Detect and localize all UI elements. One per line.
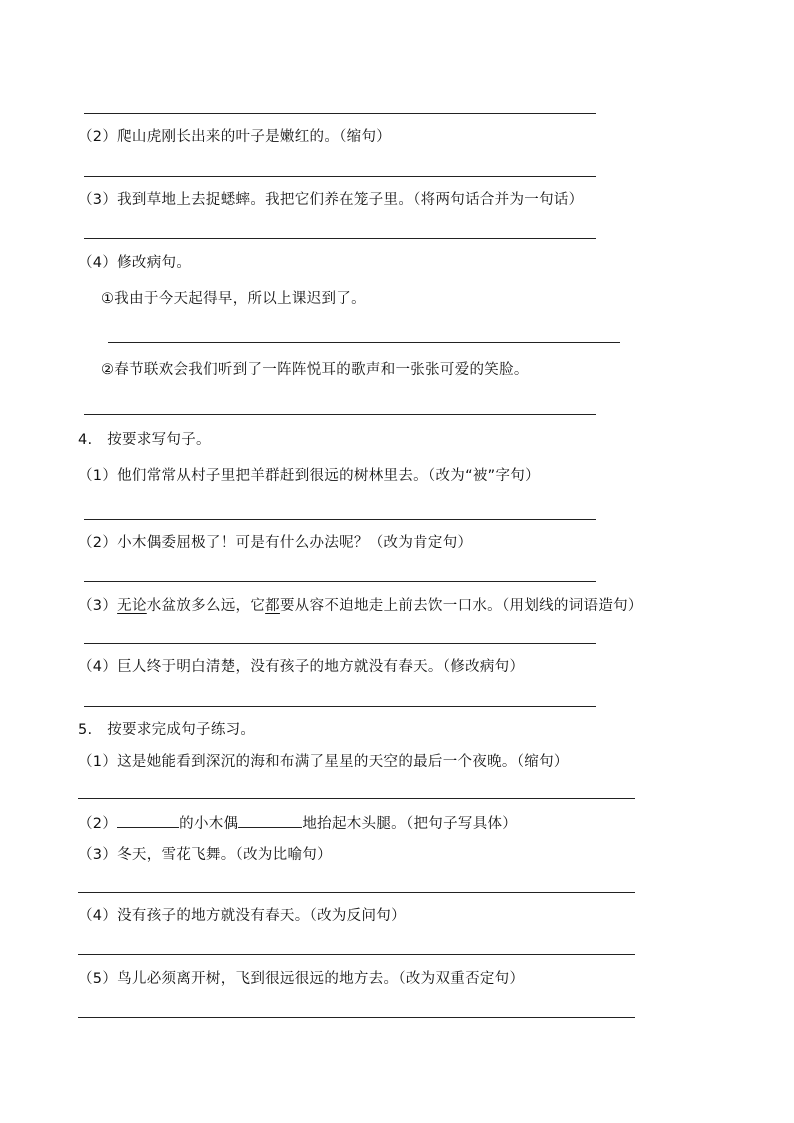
- q3-item4-text: （4）修改病句。: [78, 255, 192, 271]
- answer-line-q3-4a[interactable]: [108, 342, 620, 343]
- answer-line-q5-4[interactable]: [78, 954, 635, 955]
- q3-item4-sub1-text: ①我由于今天起得早，所以上课迟到了。: [101, 291, 366, 307]
- q3-item3-text: （3）我到草地上去捉蟋蟀。我把它们养在笼子里。（将两句话合并为一句话）: [78, 192, 584, 208]
- q5-title: 5. 按要求完成句子练习。: [78, 722, 256, 738]
- answer-line-q5-3[interactable]: [78, 892, 635, 893]
- q5-item4-text: （4）没有孩子的地方就没有春天。（改为反问句）: [78, 908, 406, 924]
- q4-item3-prefix: （3）: [78, 598, 118, 614]
- q4-item3-suffix: 要从容不迫地走上前去饮一口水。（用划线的词语造句）: [279, 598, 643, 614]
- answer-line-q4-3[interactable]: [84, 643, 596, 644]
- answer-line-q3-4b[interactable]: [84, 414, 596, 415]
- answer-line-q3-1[interactable]: [84, 113, 596, 114]
- q4-item2-text: （2）小木偶委屈极了！可是有什么办法呢？（改为肯定句）: [78, 535, 473, 551]
- q5-item1-text: （1）这是她能看到深沉的海和布满了星星的天空的最后一个夜晚。（缩句）: [78, 754, 569, 770]
- q4-item1-text: （1）他们常常从村子里把羊群赶到很远的树林里去。（改为“被”字句）: [78, 468, 540, 484]
- q4-item3-middle: 水盆放多么远，它: [146, 598, 266, 614]
- q5-item2-prefix: （2）: [78, 816, 118, 832]
- answer-line-q4-1[interactable]: [84, 519, 596, 520]
- answer-line-q3-2[interactable]: [84, 176, 596, 177]
- answer-line-q4-2[interactable]: [84, 581, 596, 582]
- q4-item4-text: （4）巨人终于明白清楚，没有孩子的地方就没有春天。（修改病句）: [78, 659, 525, 675]
- q5-item2-suffix: 地抬起木头腿。（把句子写具体）: [302, 816, 518, 832]
- answer-line-q4-4[interactable]: [84, 706, 596, 707]
- q5-item5-text: （5）鸟儿必须离开树，飞到很远很远的地方去。（改为双重否定句）: [78, 971, 525, 987]
- q3-item2-text: （2）爬山虎刚长出来的叶子是嫩红的。（缩句）: [78, 129, 392, 145]
- q5-item3-text: （3）冬天，雪花飞舞。（改为比喻句）: [78, 847, 332, 863]
- q4-item3-underlined-word-1: 无论: [117, 598, 147, 614]
- q4-item3-text: [78, 596, 643, 616]
- q5-item2-text: [78, 813, 517, 834]
- q3-item4-sub2-text: ②春节联欢会我们听到了一阵阵悦耳的歌声和一张张可爱的笑脸。: [101, 362, 529, 378]
- q4-item3-underlined-word-2: 都: [265, 598, 280, 614]
- fill-blank-1[interactable]: [117, 813, 179, 828]
- answer-line-q3-3[interactable]: [84, 238, 596, 239]
- q4-title: 4. 按要求写句子。: [78, 432, 211, 448]
- fill-blank-2[interactable]: [238, 813, 302, 828]
- q5-item2-middle: 的小木偶: [179, 816, 239, 832]
- answer-line-q5-5[interactable]: [78, 1017, 635, 1018]
- answer-line-q5-1[interactable]: [78, 798, 635, 799]
